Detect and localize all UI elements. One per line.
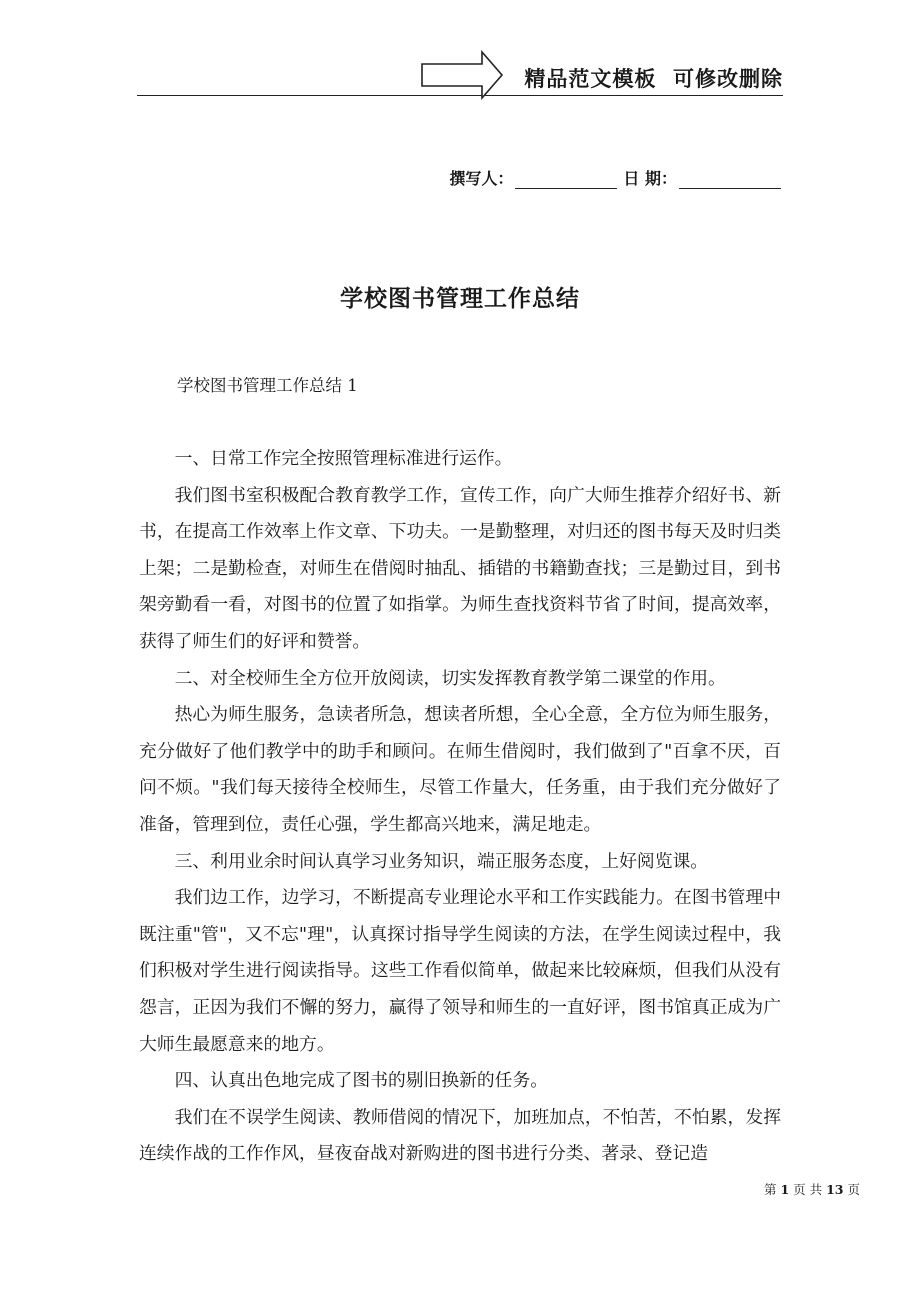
paragraph: 我们边工作，边学习，不断提高专业理论水平和工作实践能力。在图书管理中既注重"管"，又不忘"理"，认真探讨指导学生阅读的方法，在学生阅读过程中，我们积极对学生进行阅读指导。这些工作看似简单，做起来比较麻烦，但我们从没有怨言，正因为我们不懈的努力，赢得了领导和师生的一直好评，图书馆真正成为广大师生最愿意来的地方。 [139,887,781,1055]
document-body [139,441,781,1173]
total-pages-number: 13 [826,1182,844,1197]
document-subtitle: 学校图书管理工作总结 1 [177,376,358,395]
section-heading-3: 三、利用业余时间认真学习业务知识，端正服务态度，上好阅览课。 [174,850,709,872]
author-label: 撰写人： [449,169,514,188]
date-label: 日 期： [623,169,677,188]
header-title: 精品范文模板 可修改删除 [524,67,783,91]
date-blank [679,170,781,189]
author-blank [515,170,617,189]
paragraph: 我们在不误学生阅读、教师借阅的情况下，加班加点，不怕苦，不怕累，发挥连续作战的工作作风，昼夜奋战对新购进的图书进行分类、著录、登记造 [139,1106,781,1165]
author-date-line [449,166,783,189]
document-title: 学校图书管理工作总结 [340,286,580,312]
section-heading-4: 四、认真出色地完成了图书的剔旧换新的任务。 [174,1070,549,1092]
section-heading-2: 二、对全校师生全方位开放阅读，切实发挥教育教学第二课堂的作用。 [174,667,726,689]
paragraph: 我们图书室积极配合教育教学工作，宣传工作，向广大师生推荐介绍好书、新书，在提高工作效率上作文章、下功夫。一是勤整理，对归还的图书每天及时归类上架；二是勤检查，对师生在借阅时抽乱、插错的书籍勤查找；三是勤过目，到书架旁勤看一看，对图书的位置了如指掌。为师生查找资料节省了时间，提高效率，获得了师生们的好评和赞誉。 [139,484,781,652]
footer-suffix: 页 [843,1182,860,1197]
right-arrow-outline-icon [420,50,504,100]
current-page-number: 1 [780,1182,790,1197]
paragraph: 热心为师生服务，急读者所急，想读者所想，全心全意，全方位为师生服务，充分做好了他们教学中的助手和顾问。在师生借阅时，我们做到了"百拿不厌，百问不烦。"我们每天接待全校师生，尽管工作量大，任务重，由于我们充分做好了准备，管理到位，责任心强，学生都高兴地来，满足地走。 [139,704,781,835]
page-footer [764,1180,860,1198]
footer-prefix: 第 [764,1182,781,1197]
section-heading-1: 一、日常工作完全按照管理标准进行运作。 [174,448,513,469]
footer-middle: 页 共 [789,1182,827,1197]
